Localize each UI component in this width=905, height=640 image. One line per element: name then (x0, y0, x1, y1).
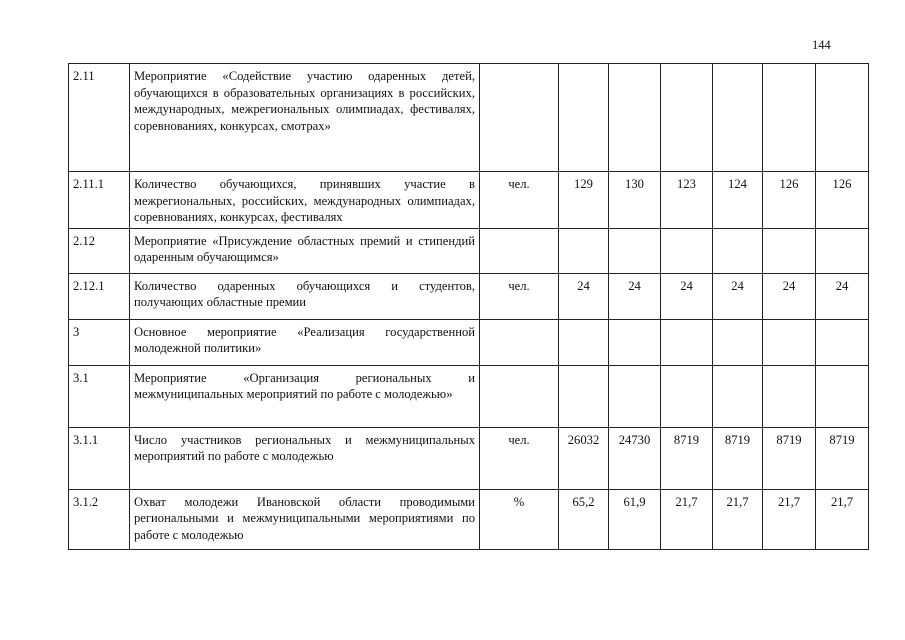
row-unit: % (480, 489, 559, 549)
row-value-5 (763, 228, 816, 273)
row-value-3: 8719 (661, 427, 713, 489)
row-value-3 (661, 365, 713, 427)
row-value-1: 65,2 (559, 489, 609, 549)
row-value-5: 24 (763, 273, 816, 319)
row-number: 2.11.1 (69, 172, 130, 229)
row-value-6: 21,7 (816, 489, 869, 549)
row-number: 3.1 (69, 365, 130, 427)
row-number: 2.12.1 (69, 273, 130, 319)
row-value-6 (816, 365, 869, 427)
page-number: 144 (812, 38, 831, 52)
row-value-4 (713, 319, 763, 365)
row-unit (480, 228, 559, 273)
row-value-1 (559, 365, 609, 427)
row-number: 3 (69, 319, 130, 365)
row-value-5: 126 (763, 172, 816, 229)
row-value-3 (661, 64, 713, 172)
row-value-5: 8719 (763, 427, 816, 489)
table-row (69, 489, 869, 549)
row-value-1 (559, 64, 609, 172)
table-row (69, 319, 869, 365)
row-value-2: 24 (609, 273, 661, 319)
row-value-5: 21,7 (763, 489, 816, 549)
row-value-3 (661, 228, 713, 273)
row-value-6: 24 (816, 273, 869, 319)
row-description: Мероприятие «Присуждение областных премий и стипендий одаренным обучающимся» (130, 228, 480, 273)
row-value-4: 124 (713, 172, 763, 229)
row-description: Мероприятие «Организация региональных и межмуниципальных мероприятий по работе с молодежью» (130, 365, 480, 427)
row-value-6: 126 (816, 172, 869, 229)
row-value-4 (713, 365, 763, 427)
row-value-1: 26032 (559, 427, 609, 489)
row-description: Число участников региональных и межмуниципальных мероприятий по работе с молодежью (130, 427, 480, 489)
row-value-3 (661, 319, 713, 365)
row-description: Основное мероприятие «Реализация государственной молодежной политики» (130, 319, 480, 365)
table-row (69, 365, 869, 427)
row-value-2 (609, 365, 661, 427)
row-number: 3.1.1 (69, 427, 130, 489)
row-value-1: 24 (559, 273, 609, 319)
row-number: 2.11 (69, 64, 130, 172)
row-value-3: 21,7 (661, 489, 713, 549)
indicators-table (68, 63, 869, 550)
table-row (69, 228, 869, 273)
row-unit (480, 365, 559, 427)
row-value-4: 8719 (713, 427, 763, 489)
row-value-2: 61,9 (609, 489, 661, 549)
row-value-1: 129 (559, 172, 609, 229)
row-description: Количество одаренных обучающихся и студентов, получающих областные премии (130, 273, 480, 319)
row-value-2 (609, 64, 661, 172)
row-number: 2.12 (69, 228, 130, 273)
row-value-6 (816, 228, 869, 273)
row-value-6: 8719 (816, 427, 869, 489)
table-row (69, 172, 869, 229)
row-description: Охват молодежи Ивановской области проводимыми региональными и межмуниципальными мероприятиями по работе с молодежью (130, 489, 480, 549)
row-unit: чел. (480, 273, 559, 319)
row-value-5 (763, 319, 816, 365)
row-unit (480, 64, 559, 172)
row-value-3: 123 (661, 172, 713, 229)
row-value-6 (816, 64, 869, 172)
row-value-3: 24 (661, 273, 713, 319)
row-unit: чел. (480, 427, 559, 489)
table-row (69, 273, 869, 319)
row-value-2 (609, 228, 661, 273)
row-value-1 (559, 228, 609, 273)
row-value-4: 21,7 (713, 489, 763, 549)
row-unit (480, 319, 559, 365)
row-value-4 (713, 228, 763, 273)
row-description: Мероприятие «Содействие участию одаренных детей, обучающихся в образовательных организациях в российских, международных, межрегиональных олимпиадах, фестивалях, соревнованиях, конкурсах, смотрах» (130, 64, 480, 172)
row-value-2: 130 (609, 172, 661, 229)
row-number: 3.1.2 (69, 489, 130, 549)
table-body (69, 64, 869, 550)
row-value-5 (763, 365, 816, 427)
row-value-2: 24730 (609, 427, 661, 489)
row-value-4 (713, 64, 763, 172)
table-row (69, 427, 869, 489)
row-value-2 (609, 319, 661, 365)
row-value-1 (559, 319, 609, 365)
row-value-6 (816, 319, 869, 365)
row-value-5 (763, 64, 816, 172)
row-description: Количество обучающихся, принявших участие в межрегиональных, российских, международных олимпиадах, соревнованиях, конкурсах, фестивалях (130, 172, 480, 229)
row-unit: чел. (480, 172, 559, 229)
table-row (69, 64, 869, 172)
row-value-4: 24 (713, 273, 763, 319)
